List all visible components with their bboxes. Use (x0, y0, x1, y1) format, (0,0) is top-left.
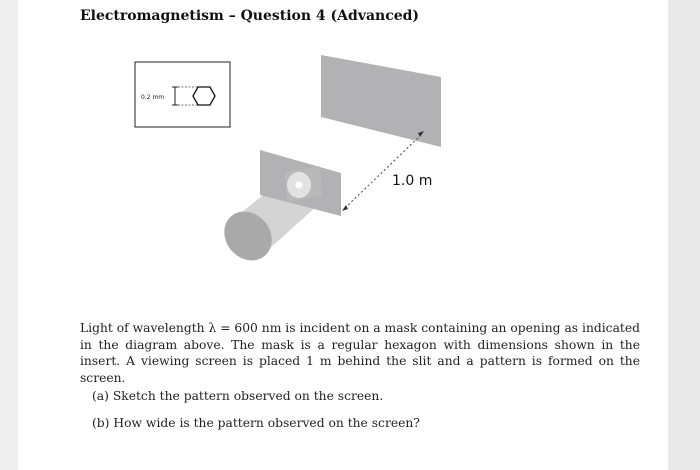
question-title: Electromagnetism – Question 4 (Advanced) (80, 8, 420, 24)
question-paragraph: Light of wavelength λ = 600 nm is incident on a mask containing an opening as indicated in the diagram above. The mask is a regular hexagon with dimensions shown in the insert. A viewing screen is placed 1 m behind the slit and a pattern is formed on the screen. (80, 321, 640, 385)
hexagon-opening-inset (193, 87, 215, 105)
viewing-screen (321, 55, 441, 147)
opening-center (296, 182, 303, 189)
question-part-b: (b) How wide is the pattern observed on the screen? (92, 416, 420, 430)
question-part-a: (a) Sketch the pattern observed on the screen. (92, 389, 384, 403)
distance-line (345, 136, 420, 208)
distance-arrowhead-bottom (342, 205, 348, 211)
inset-dimension-label: 0.2 mm (141, 94, 165, 101)
distance-label: 1.0 m (392, 173, 433, 189)
